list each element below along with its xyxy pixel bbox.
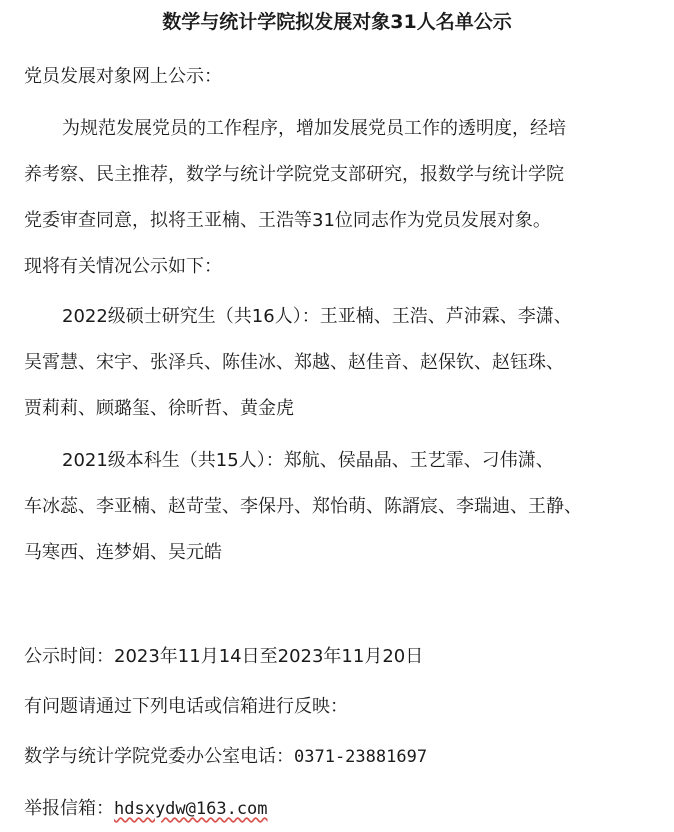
body-paragraph-line: 为规范发展党员的工作程序，增加发展党员工作的透明度，经培 (62, 118, 566, 139)
body-paragraph-line: 现将有关情况公示如下： (24, 256, 222, 277)
page-title: 数学与统计学院拟发展对象31人名单公示 (162, 11, 512, 33)
group-2022-line: 贾莉莉、顾璐玺、徐昕哲、黄金虎 (24, 398, 294, 419)
email-address[interactable]: hdsxydw@163.com (114, 799, 268, 819)
publicity-period: 公示时间：2023年11月14日至2023年11月20日 (24, 646, 424, 667)
contact-prompt: 有问题请通过下列电话或信箱进行反映： (24, 696, 348, 717)
phone-number: 0371-23881697 (294, 747, 428, 767)
email-label: 举报信箱： (24, 798, 114, 819)
group-2021-line: 车冰蕊、李亚楠、赵苛莹、李保丹、郑怡萌、陈諝宸、李瑞迪、王静、 (24, 496, 582, 517)
group-2022-line: 2022级硕士研究生（共16人）：王亚楠、王浩、芦沛霖、李潇、 (62, 306, 572, 327)
group-2021-line: 马寒西、连梦娟、吴元皓 (24, 542, 222, 563)
body-paragraph-line: 养考察、民主推荐，数学与统计学院党支部研究，报数学与统计学院 (24, 164, 564, 185)
group-2022-line: 吴霄慧、宋宇、张泽兵、陈佳冰、郑越、赵佳音、赵保钦、赵钰珠、 (24, 352, 564, 373)
phone-line (24, 744, 427, 770)
intro-line: 党员发展对象网上公示： (24, 66, 222, 87)
phone-label: 数学与统计学院党委办公室电话： (24, 746, 294, 767)
body-paragraph-line: 党委审查同意，拟将王亚楠、王浩等31位同志作为党员发展对象。 (24, 210, 551, 231)
email-line (24, 796, 268, 822)
group-2021-line: 2021级本科生（共15人）：郑航、侯晶晶、王艺霏、刁伟潇、 (62, 450, 554, 471)
